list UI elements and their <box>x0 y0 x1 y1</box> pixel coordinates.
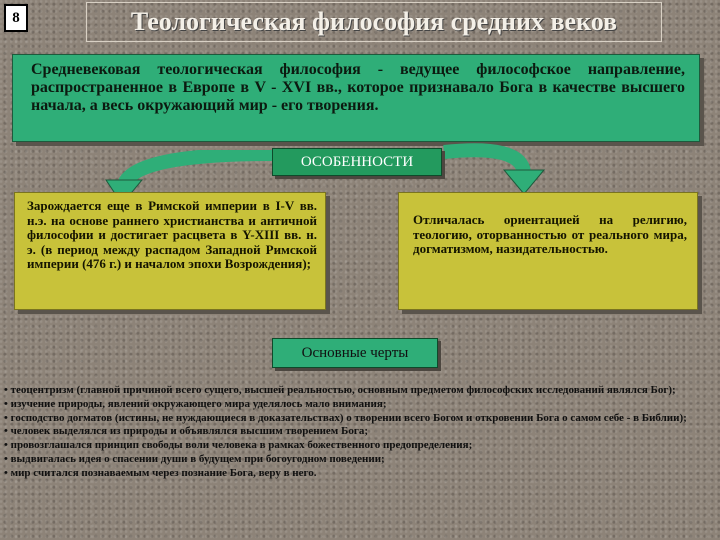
list-item: • господство догматов (истины, не нуждающиеся в доказательствах) о творении всего Богом и откровении Бога о самом себе - в Библии); <box>4 411 687 424</box>
features-label: ОСОБЕННОСТИ <box>272 148 442 176</box>
list-item: • изучение природы, явлений окружающего мира уделялось мало внимания; <box>4 397 387 410</box>
list-item: • человек выделялся из природы и объявлялся высшим творением Бога; <box>4 425 368 438</box>
traits-list <box>4 384 716 534</box>
list-item: • мир считался познаваемым через познание Бога, веру в него. <box>4 466 317 479</box>
orientation-text-box: Отличалась ориентацией на религию, теологию, оторванностью от реального мира, догматизмом, назидательностью. <box>398 192 698 310</box>
list-item: • выдвигалась идея о спасении души в будущем при богоугодном поведении; <box>4 452 385 465</box>
main-traits-label: Основные черты <box>272 338 438 368</box>
list-item: • теоцентризм (главной причиной всего сущего, высшей реальностью, основным предметом философских исследований являлся Бог); <box>4 384 676 396</box>
slide-title: Теологическая философия средних веков <box>86 2 662 42</box>
list-item: • провозглашался принцип свободы воли человека в рамках божественного предопределения; <box>4 439 473 452</box>
origin-text-box: Зарождается еще в Римской империи в I-V вв. н.э. на основе раннего христианства и античной философии и достигает расцвета в Y-XIII вв. н. э. (в период между распадом Западной Римской империи (476 г.) и началом эпохи Возрождения); <box>14 192 326 310</box>
arrow-right-icon <box>440 140 550 196</box>
intro-definition-box: Средневековая теологическая философия - ведущее философское направление, распространенное в Европе в V - XVI вв., которое признавало Бога в качестве высшего начала, а весь окружающий мир - его творения. <box>12 54 700 142</box>
slide-number: 8 <box>4 4 28 32</box>
